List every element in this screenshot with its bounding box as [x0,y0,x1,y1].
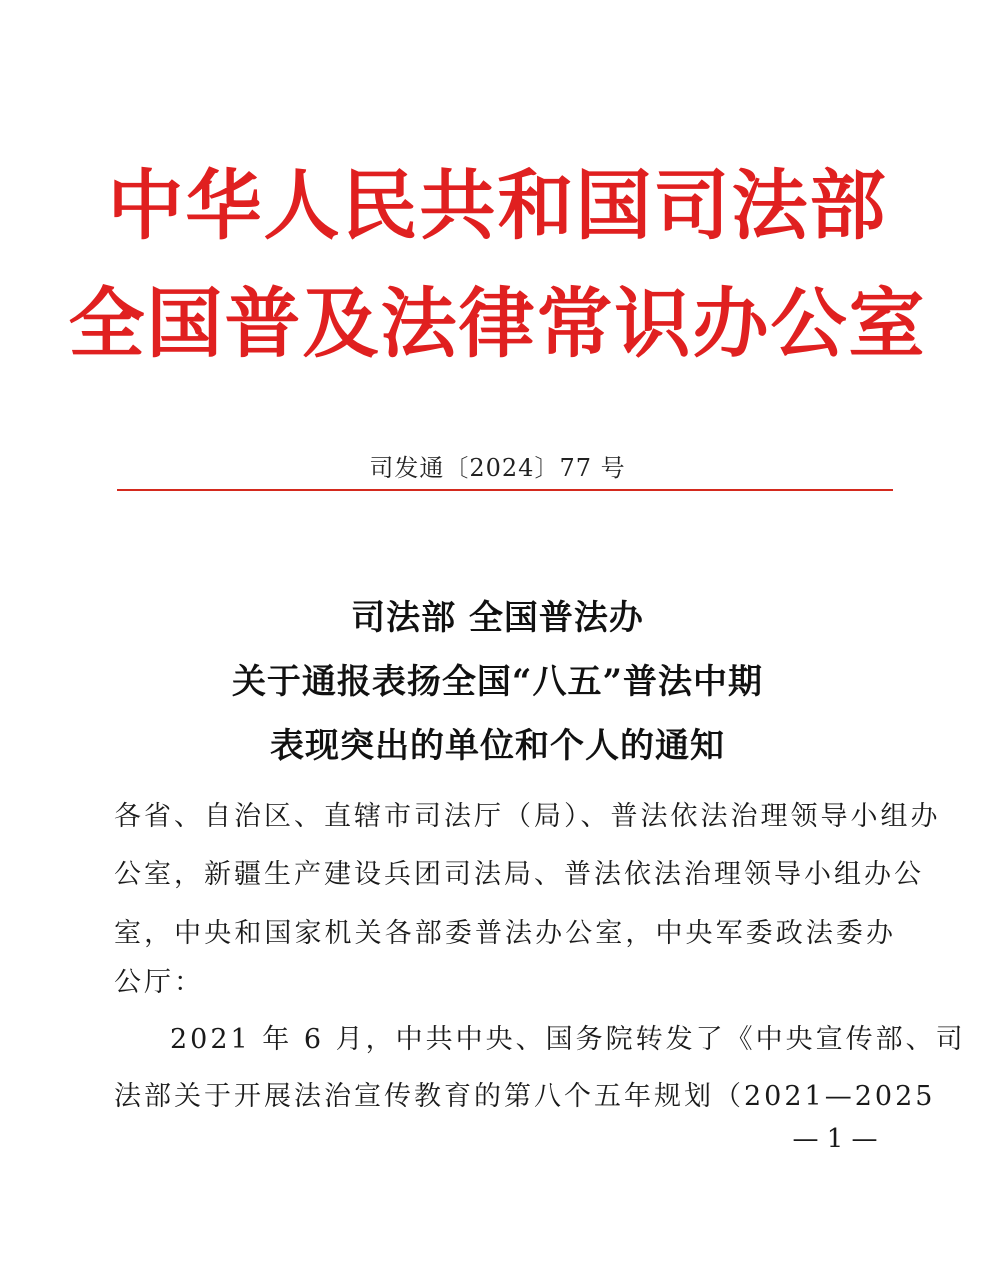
body-paragraph-line1: 2021 年 6 月，中共中央、国务院转发了《中央宣传部、司 [170,1024,966,1055]
notice-title-line2: 关于通报表扬全国“八五”普法中期 [231,662,764,702]
recipients-line2: 公室，新疆生产建设兵团司法局、普法依法治理领导小组办公 [114,859,924,890]
notice-title-line1: 司法部 全国普法办 [351,598,644,638]
body-paragraph-line2: 法部关于开展法治宣传教育的第八个五年规划（2021—2025 [114,1081,936,1112]
issuer-header-line1: 中华人民共和国司法部 [107,161,888,250]
recipients-line4: 公厅： [114,967,204,998]
recipients-line3: 室，中央和国家机关各部委普法办公室，中央军委政法委办 [114,918,896,949]
page-number: — 1 — [792,1124,878,1154]
red-divider-line [117,489,893,491]
issuer-header-line2: 全国普及法律常识办公室 [68,279,927,368]
recipients-line1: 各省、自治区、直辖市司法厅（局）、普法依法治理领导小组办 [114,801,941,832]
document-number: 司发通〔2024〕77 号 [369,454,626,482]
notice-title-line3: 表现突出的单位和个人的通知 [270,726,725,766]
